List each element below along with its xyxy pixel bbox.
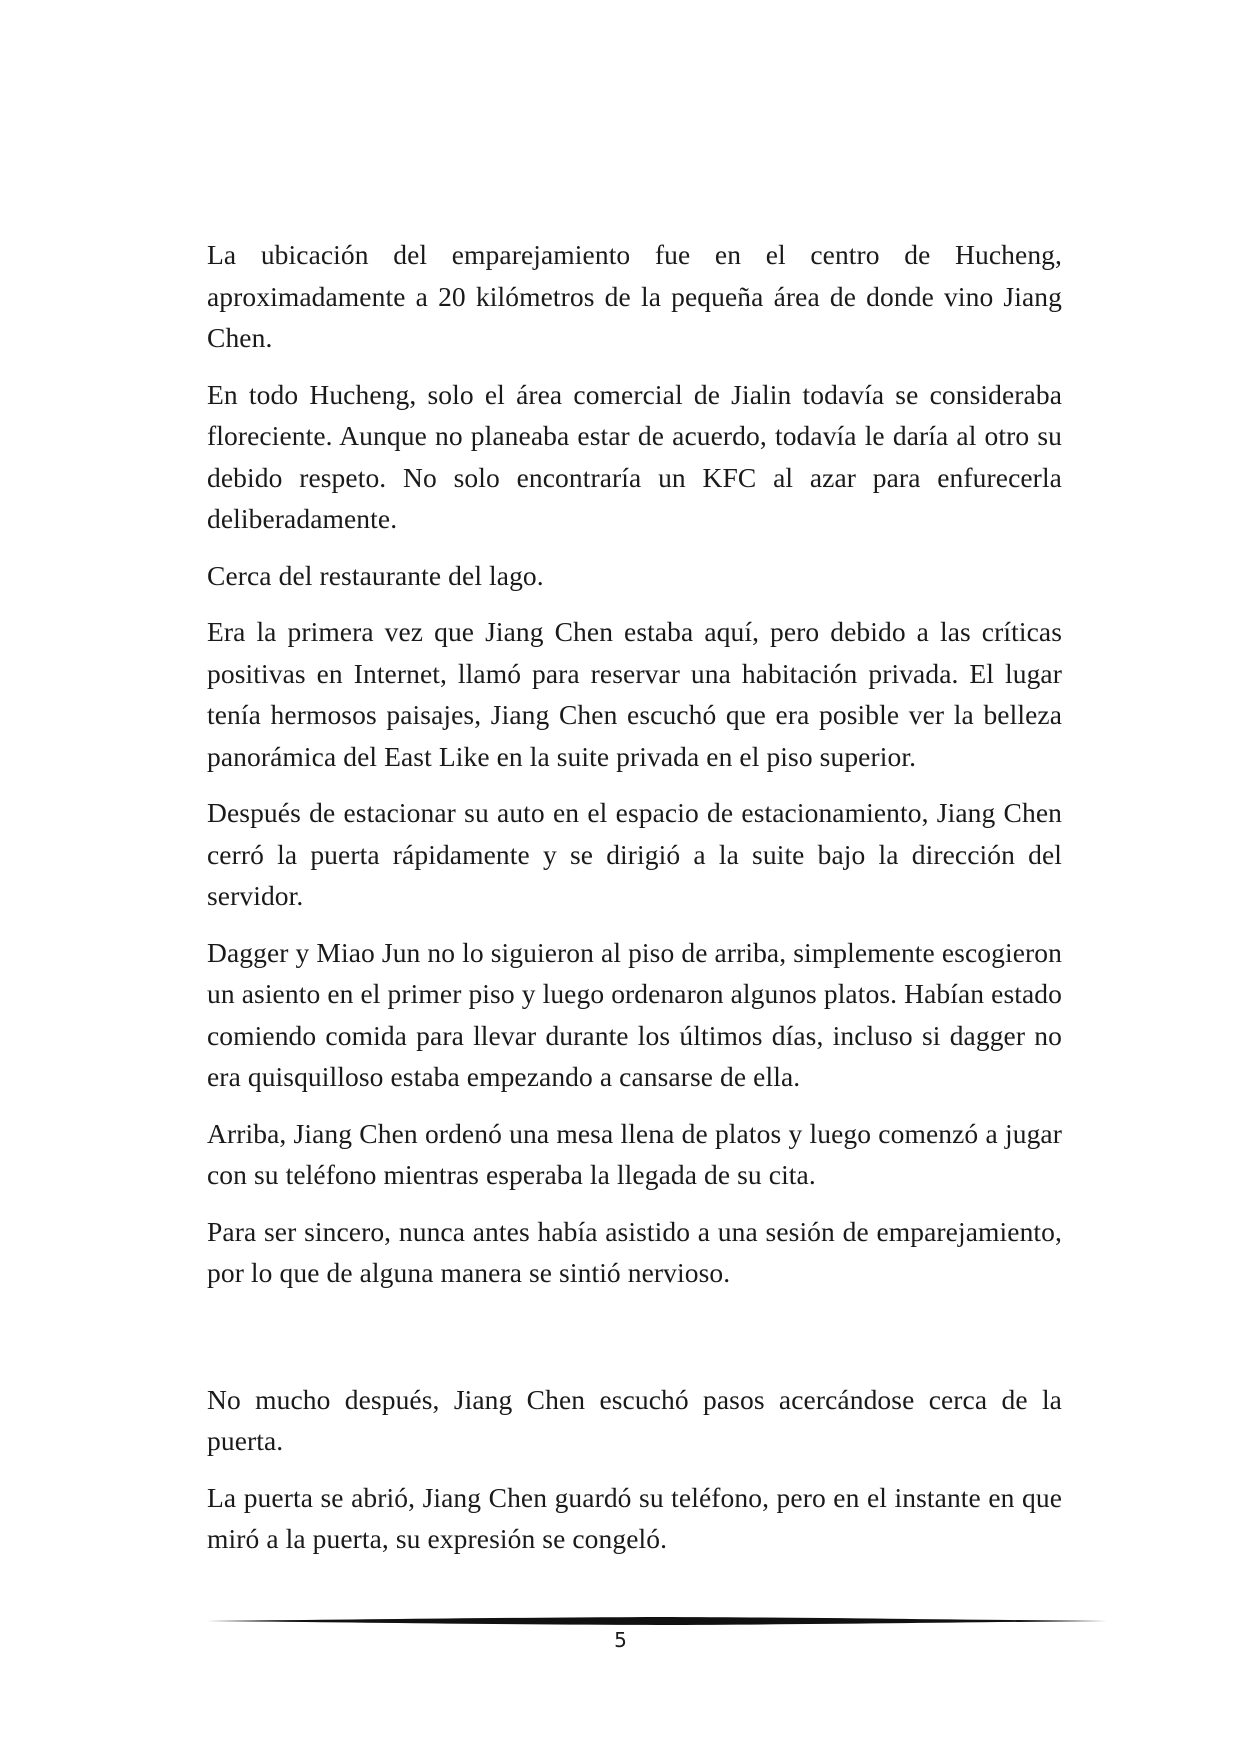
paragraph-3: Cerca del restaurante del lago.	[207, 559, 544, 591]
paragraph-5: Después de estacionar su auto en el espacio de estacionamiento, Jiang Chen cerró la puerta rápidamente y se dirigió a la suite bajo la dirección del servidor.	[207, 797, 1062, 911]
paragraph-6: Dagger y Miao Jun no lo siguieron al piso de arriba, simplemente escogieron un asiento en el primer piso y luego ordenaron algunos platos. Habían estado comiendo comida para llevar durante los últimos días, incluso si dagger no era quisquilloso estaba empezando a cansarse de ella.	[207, 936, 1062, 1092]
section-break	[207, 1309, 1062, 1379]
page-number: 5	[614, 1628, 627, 1652]
paragraph-7: Arriba, Jiang Chen ordenó una mesa llena de platos y luego comenzó a jugar con su teléfono mientras esperaba la llegada de su cita.	[207, 1117, 1062, 1190]
paragraph-4: Era la primera vez que Jiang Chen estaba aquí, pero debido a las críticas positivas en Internet, llamó para reservar una habitación privada. El lugar tenía hermosos paisajes, Jiang Chen escuchó que era posible ver la belleza panorámica del East Like en la suite privada en el piso superior.	[207, 616, 1062, 772]
paragraph-1: La ubicación del emparejamiento fue en el centro de Hucheng, aproximadamente a 20 kilómetros de la pequeña área de donde vino Jiang Chen.	[207, 239, 1062, 353]
paragraph-9: No mucho después, Jiang Chen escuchó pasos acercándose cerca de la puerta.	[207, 1383, 1062, 1456]
paragraph-8: Para ser sincero, nunca antes había asistido a una sesión de emparejamiento, por lo que de alguna manera se sintió nervioso.	[207, 1215, 1062, 1288]
footer-divider	[207, 1614, 1107, 1628]
paragraph-2: En todo Hucheng, solo el área comercial de Jialin todavía se consideraba floreciente. Aunque no planeaba estar de acuerdo, todavía le daría al otro su debido respeto. No solo encontraría un KFC al azar para enfurecerla deliberadamente.	[207, 378, 1062, 534]
paragraph-10: La puerta se abrió, Jiang Chen guardó su teléfono, pero en el instante en que miró a la puerta, su expresión se congeló.	[207, 1481, 1062, 1554]
body-text	[207, 234, 1062, 1575]
